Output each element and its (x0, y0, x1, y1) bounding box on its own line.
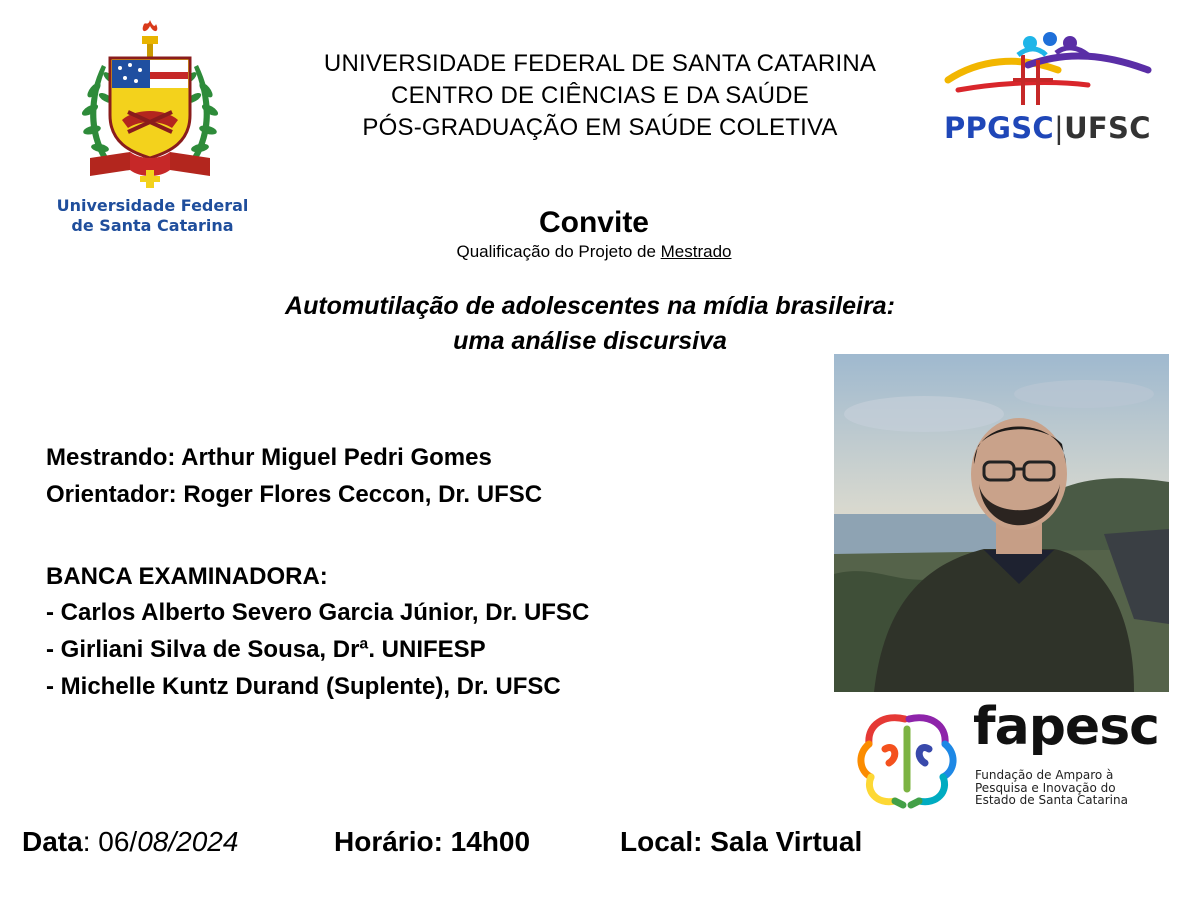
invite-subtitle (294, 242, 894, 262)
fapesc-desc-line3: Estado de Santa Catarina (975, 793, 1128, 807)
ppgsc-figures-icon (938, 25, 1158, 110)
ppgsc-separator: | (1053, 111, 1065, 145)
ufsc-logo (40, 20, 265, 240)
ufsc-name-line1: Universidade Federal (56, 196, 249, 215)
ppgsc-right-text: UFSC (1064, 111, 1151, 145)
portrait-image (834, 354, 1169, 692)
fapesc-desc-line1: Fundação de Amparo à (975, 768, 1114, 782)
brain-icon (855, 709, 959, 813)
ufsc-name-line2: de Santa Catarina (71, 216, 234, 235)
subtitle-prefix: Qualificação do Projeto de (456, 242, 661, 261)
invite-title: Convite (538, 206, 649, 239)
ppgsc-left-text: PPGSC (944, 111, 1054, 145)
header-center: CENTRO DE CIÊNCIAS E DA SAÚDE (391, 82, 809, 109)
event-location: Local: Sala Virtual (620, 826, 863, 857)
thesis-title-line2: uma análise discursiva (453, 327, 727, 355)
committee-member: - Girliani Silva de Sousa, Drª. UNIFESP (46, 636, 486, 663)
committee-heading: BANCA EXAMINADORA: (46, 563, 328, 590)
committee-member: - Carlos Alberto Severo Garcia Júnior, Dr. UFSC (46, 599, 590, 626)
ufsc-crest-icon (80, 20, 220, 190)
subtitle-underlined: Mestrado (660, 242, 732, 261)
date-day: 06/ (98, 826, 138, 857)
fapesc-wordmark: fapesc (973, 697, 1159, 757)
fapesc-desc-line2: Pesquisa e Inovação do (975, 780, 1116, 795)
student-photo (834, 354, 1169, 692)
header-program: PÓS-GRADUAÇÃO EM SAÚDE COLETIVA (362, 114, 838, 141)
committee-member: - Michelle Kuntz Durand (Suplente), Dr. UFSC (46, 673, 561, 700)
thesis-title-line1: Automutilação de adolescentes na mídia brasileira: (285, 292, 895, 320)
advisor-name: Orientador: Roger Flores Ceccon, Dr. UFSC (46, 481, 543, 508)
header-university: UNIVERSIDADE FEDERAL DE SANTA CATARINA (323, 50, 877, 77)
event-date (22, 826, 238, 858)
fapesc-description (975, 769, 1128, 807)
date-colon: : (82, 826, 99, 857)
ppgsc-logo (938, 25, 1158, 155)
date-month-year: 08/2024 (137, 826, 239, 857)
fapesc-logo (855, 697, 1165, 815)
event-time: Horário: 14h00 (334, 826, 531, 857)
ppgsc-wordmark (944, 111, 1151, 145)
student-name: Mestrando: Arthur Miguel Pedri Gomes (46, 444, 492, 471)
date-label: Data (22, 826, 83, 857)
